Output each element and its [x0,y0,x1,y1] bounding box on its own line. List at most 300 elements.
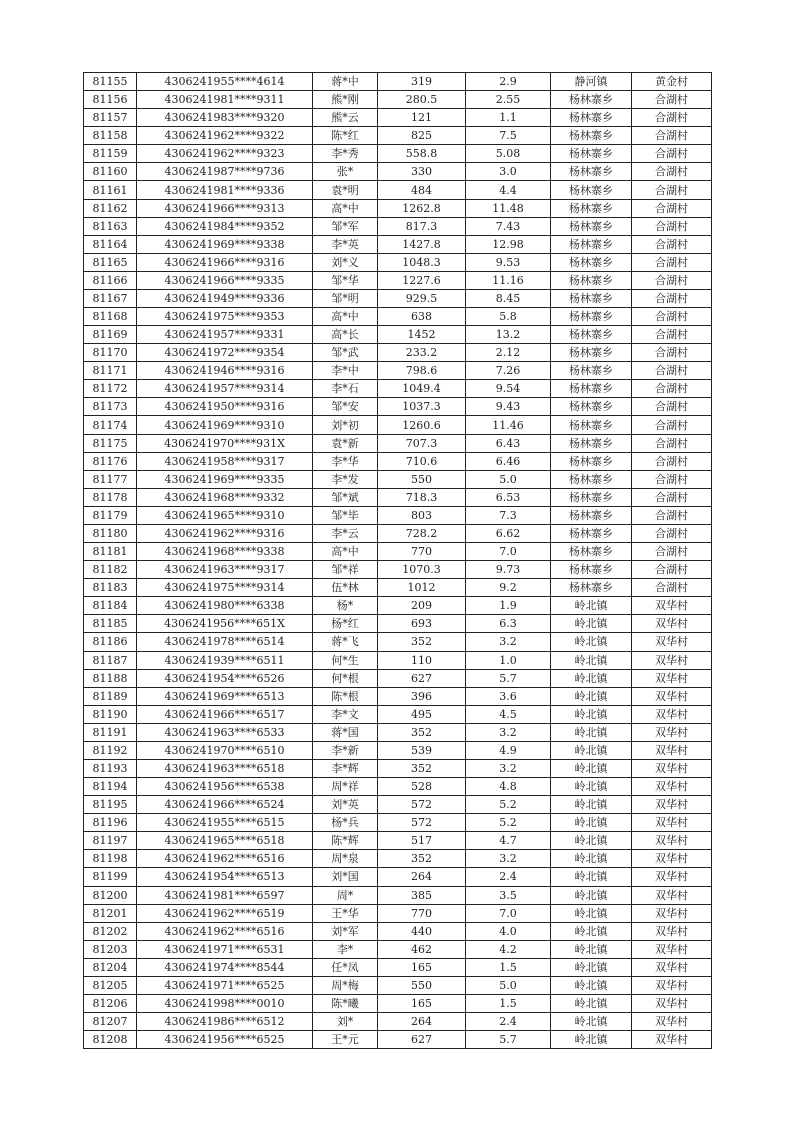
village-cell: 双华村 [632,886,712,904]
table-row [84,579,712,597]
village-cell: 双华村 [632,832,712,850]
table-row [84,109,712,127]
row-number-cell: 81173 [84,398,137,416]
row-number-cell: 81191 [84,723,137,741]
township-cell: 杨林寨乡 [551,452,632,470]
value-cell: 7.26 [466,362,551,380]
row-number-cell: 81177 [84,470,137,488]
table-row [84,470,712,488]
id-number-cell: 4306241969****9338 [137,235,313,253]
name-cell: 刘*初 [313,416,378,434]
row-number-cell: 81201 [84,904,137,922]
name-cell: 周*梅 [313,976,378,994]
amount-cell: 319 [378,73,466,91]
amount-cell: 572 [378,814,466,832]
row-number-cell: 81202 [84,922,137,940]
table-row [84,922,712,940]
value-cell: 5.0 [466,976,551,994]
value-cell: 5.2 [466,796,551,814]
id-number-cell: 4306241956****6525 [137,1031,313,1049]
value-cell: 9.53 [466,253,551,271]
name-cell: 杨*红 [313,615,378,633]
village-cell: 合湖村 [632,199,712,217]
row-number-cell: 81160 [84,163,137,181]
name-cell: 邹*祥 [313,561,378,579]
name-cell: 熊*云 [313,109,378,127]
table-row [84,958,712,976]
township-cell: 杨林寨乡 [551,398,632,416]
table-row [84,289,712,307]
id-number-cell: 4306241957****9314 [137,380,313,398]
table-row [84,127,712,145]
name-cell: 高*中 [313,199,378,217]
name-cell: 蒋*国 [313,723,378,741]
table-row [84,163,712,181]
village-cell: 合湖村 [632,380,712,398]
table-row [84,91,712,109]
row-number-cell: 81190 [84,705,137,723]
value-cell: 6.53 [466,488,551,506]
id-number-cell: 4306241955****4614 [137,73,313,91]
value-cell: 3.2 [466,723,551,741]
amount-cell: 1260.6 [378,416,466,434]
row-number-cell: 81157 [84,109,137,127]
value-cell: 5.8 [466,308,551,326]
row-number-cell: 81167 [84,289,137,307]
value-cell: 3.2 [466,633,551,651]
row-number-cell: 81166 [84,271,137,289]
township-cell: 杨林寨乡 [551,416,632,434]
table-row [84,814,712,832]
name-cell: 李*华 [313,452,378,470]
id-number-cell: 4306241968****9332 [137,488,313,506]
id-number-cell: 4306241975****9353 [137,308,313,326]
row-number-cell: 81155 [84,73,137,91]
table-row [84,308,712,326]
table-row [84,326,712,344]
row-number-cell: 81163 [84,217,137,235]
row-number-cell: 81165 [84,253,137,271]
village-cell: 双华村 [632,904,712,922]
amount-cell: 209 [378,597,466,615]
row-number-cell: 81180 [84,524,137,542]
township-cell: 岭北镇 [551,1013,632,1031]
id-number-cell: 4306241998****0010 [137,994,313,1012]
village-cell: 合湖村 [632,217,712,235]
township-cell: 岭北镇 [551,850,632,868]
value-cell: 4.7 [466,832,551,850]
table-row [84,434,712,452]
name-cell: 周*泉 [313,850,378,868]
township-cell: 岭北镇 [551,633,632,651]
amount-cell: 528 [378,778,466,796]
village-cell: 合湖村 [632,127,712,145]
name-cell: 周* [313,886,378,904]
data-table [83,72,712,1049]
row-number-cell: 81185 [84,615,137,633]
name-cell: 陈*红 [313,127,378,145]
amount-cell: 352 [378,850,466,868]
township-cell: 岭北镇 [551,796,632,814]
name-cell: 李*新 [313,741,378,759]
row-number-cell: 81187 [84,651,137,669]
row-number-cell: 81199 [84,868,137,886]
amount-cell: 121 [378,109,466,127]
row-number-cell: 81158 [84,127,137,145]
village-cell: 合湖村 [632,488,712,506]
name-cell: 李*中 [313,362,378,380]
row-number-cell: 81189 [84,687,137,705]
row-number-cell: 81176 [84,452,137,470]
value-cell: 3.0 [466,163,551,181]
row-number-cell: 81188 [84,669,137,687]
village-cell: 合湖村 [632,163,712,181]
name-cell: 陈*辉 [313,832,378,850]
amount-cell: 264 [378,868,466,886]
name-cell: 王*元 [313,1031,378,1049]
id-number-cell: 4306241972****9354 [137,344,313,362]
value-cell: 4.2 [466,940,551,958]
amount-cell: 817.3 [378,217,466,235]
value-cell: 5.7 [466,669,551,687]
id-number-cell: 4306241987****9736 [137,163,313,181]
table-row [84,524,712,542]
name-cell: 李*发 [313,470,378,488]
amount-cell: 627 [378,669,466,687]
amount-cell: 693 [378,615,466,633]
township-cell: 杨林寨乡 [551,308,632,326]
id-number-cell: 4306241962****6516 [137,850,313,868]
name-cell: 邹*毕 [313,506,378,524]
row-number-cell: 81162 [84,199,137,217]
id-number-cell: 4306241969****9335 [137,470,313,488]
id-number-cell: 4306241971****6531 [137,940,313,958]
township-cell: 杨林寨乡 [551,434,632,452]
value-cell: 6.62 [466,524,551,542]
name-cell: 刘*国 [313,868,378,886]
row-number-cell: 81159 [84,145,137,163]
table-row [84,796,712,814]
name-cell: 蒋*飞 [313,633,378,651]
township-cell: 杨林寨乡 [551,91,632,109]
amount-cell: 396 [378,687,466,705]
township-cell: 杨林寨乡 [551,506,632,524]
amount-cell: 352 [378,759,466,777]
township-cell: 杨林寨乡 [551,127,632,145]
name-cell: 李*文 [313,705,378,723]
amount-cell: 798.6 [378,362,466,380]
amount-cell: 1037.3 [378,398,466,416]
township-cell: 杨林寨乡 [551,235,632,253]
amount-cell: 484 [378,181,466,199]
village-cell: 双华村 [632,976,712,994]
name-cell: 李*秀 [313,145,378,163]
table-row [84,217,712,235]
value-cell: 7.3 [466,506,551,524]
value-cell: 7.43 [466,217,551,235]
amount-cell: 825 [378,127,466,145]
village-cell: 合湖村 [632,398,712,416]
row-number-cell: 81184 [84,597,137,615]
row-number-cell: 81172 [84,380,137,398]
township-cell: 杨林寨乡 [551,380,632,398]
village-cell: 合湖村 [632,561,712,579]
village-cell: 合湖村 [632,235,712,253]
village-cell: 合湖村 [632,181,712,199]
amount-cell: 264 [378,1013,466,1031]
township-cell: 杨林寨乡 [551,470,632,488]
id-number-cell: 4306241984****9352 [137,217,313,235]
table-row [84,994,712,1012]
table-row [84,597,712,615]
village-cell: 双华村 [632,868,712,886]
table-row [84,615,712,633]
village-cell: 双华村 [632,1013,712,1031]
amount-cell: 280.5 [378,91,466,109]
township-cell: 岭北镇 [551,723,632,741]
value-cell: 7.5 [466,127,551,145]
amount-cell: 110 [378,651,466,669]
name-cell: 李* [313,940,378,958]
township-cell: 岭北镇 [551,778,632,796]
row-number-cell: 81196 [84,814,137,832]
name-cell: 何*根 [313,669,378,687]
amount-cell: 929.5 [378,289,466,307]
table-row [84,235,712,253]
row-number-cell: 81178 [84,488,137,506]
value-cell: 2.9 [466,73,551,91]
table-row [84,253,712,271]
value-cell: 1.5 [466,994,551,1012]
value-cell: 7.0 [466,543,551,561]
township-cell: 岭北镇 [551,994,632,1012]
table-row [84,271,712,289]
value-cell: 3.2 [466,759,551,777]
village-cell: 双华村 [632,958,712,976]
id-number-cell: 4306241946****9316 [137,362,313,380]
township-cell: 岭北镇 [551,741,632,759]
id-number-cell: 4306241950****9316 [137,398,313,416]
row-number-cell: 81174 [84,416,137,434]
name-cell: 邹*华 [313,271,378,289]
id-number-cell: 4306241981****6597 [137,886,313,904]
amount-cell: 165 [378,958,466,976]
amount-cell: 539 [378,741,466,759]
row-number-cell: 81169 [84,326,137,344]
id-number-cell: 4306241966****9313 [137,199,313,217]
amount-cell: 495 [378,705,466,723]
row-number-cell: 81170 [84,344,137,362]
table-row [84,832,712,850]
name-cell: 李*辉 [313,759,378,777]
township-cell: 岭北镇 [551,705,632,723]
id-number-cell: 4306241986****6512 [137,1013,313,1031]
township-cell: 岭北镇 [551,940,632,958]
id-number-cell: 4306241966****9335 [137,271,313,289]
amount-cell: 728.2 [378,524,466,542]
table-row [84,344,712,362]
row-number-cell: 81179 [84,506,137,524]
row-number-cell: 81181 [84,543,137,561]
id-number-cell: 4306241962****6516 [137,922,313,940]
village-cell: 合湖村 [632,470,712,488]
value-cell: 9.43 [466,398,551,416]
id-number-cell: 4306241968****9338 [137,543,313,561]
value-cell: 12.98 [466,235,551,253]
amount-cell: 550 [378,976,466,994]
name-cell: 刘*军 [313,922,378,940]
id-number-cell: 4306241970****6510 [137,741,313,759]
amount-cell: 770 [378,543,466,561]
value-cell: 4.5 [466,705,551,723]
value-cell: 4.8 [466,778,551,796]
amount-cell: 718.3 [378,488,466,506]
village-cell: 合湖村 [632,145,712,163]
table-row [84,705,712,723]
amount-cell: 1227.6 [378,271,466,289]
row-number-cell: 81171 [84,362,137,380]
id-number-cell: 4306241965****9310 [137,506,313,524]
village-cell: 双华村 [632,597,712,615]
table-body [84,73,712,1049]
table-row [84,850,712,868]
name-cell: 张* [313,163,378,181]
table-row [84,199,712,217]
row-number-cell: 81203 [84,940,137,958]
id-number-cell: 4306241962****9316 [137,524,313,542]
village-cell: 合湖村 [632,271,712,289]
value-cell: 6.46 [466,452,551,470]
name-cell: 李*云 [313,524,378,542]
amount-cell: 330 [378,163,466,181]
id-number-cell: 4306241966****6517 [137,705,313,723]
township-cell: 岭北镇 [551,651,632,669]
id-number-cell: 4306241969****9310 [137,416,313,434]
value-cell: 5.0 [466,470,551,488]
village-cell: 合湖村 [632,579,712,597]
amount-cell: 1070.3 [378,561,466,579]
row-number-cell: 81192 [84,741,137,759]
amount-cell: 440 [378,922,466,940]
table-row [84,976,712,994]
row-number-cell: 81186 [84,633,137,651]
table-row [84,741,712,759]
row-number-cell: 81204 [84,958,137,976]
name-cell: 邹*斌 [313,488,378,506]
table-row [84,669,712,687]
name-cell: 熊*刚 [313,91,378,109]
township-cell: 杨林寨乡 [551,271,632,289]
township-cell: 杨林寨乡 [551,253,632,271]
village-cell: 合湖村 [632,452,712,470]
row-number-cell: 81200 [84,886,137,904]
township-cell: 杨林寨乡 [551,217,632,235]
township-cell: 岭北镇 [551,868,632,886]
village-cell: 合湖村 [632,326,712,344]
name-cell: 刘* [313,1013,378,1031]
row-number-cell: 81198 [84,850,137,868]
id-number-cell: 4306241963****9317 [137,561,313,579]
row-number-cell: 81164 [84,235,137,253]
township-cell: 岭北镇 [551,615,632,633]
amount-cell: 517 [378,832,466,850]
township-cell: 岭北镇 [551,886,632,904]
table-row [84,181,712,199]
township-cell: 岭北镇 [551,597,632,615]
id-number-cell: 4306241978****6514 [137,633,313,651]
village-cell: 双华村 [632,1031,712,1049]
amount-cell: 352 [378,723,466,741]
name-cell: 刘*英 [313,796,378,814]
table-row [84,633,712,651]
village-cell: 双华村 [632,633,712,651]
township-cell: 杨林寨乡 [551,362,632,380]
township-cell: 杨林寨乡 [551,289,632,307]
name-cell: 高*中 [313,543,378,561]
name-cell: 邹*军 [313,217,378,235]
village-cell: 双华村 [632,741,712,759]
value-cell: 1.9 [466,597,551,615]
village-cell: 双华村 [632,651,712,669]
name-cell: 邹*武 [313,344,378,362]
id-number-cell: 4306241963****6533 [137,723,313,741]
village-cell: 双华村 [632,759,712,777]
township-cell: 杨林寨乡 [551,344,632,362]
value-cell: 7.0 [466,904,551,922]
village-cell: 合湖村 [632,543,712,561]
table-row [84,398,712,416]
row-number-cell: 81197 [84,832,137,850]
township-cell: 岭北镇 [551,976,632,994]
amount-cell: 627 [378,1031,466,1049]
id-number-cell: 4306241981****9311 [137,91,313,109]
township-cell: 杨林寨乡 [551,181,632,199]
village-cell: 双华村 [632,669,712,687]
village-cell: 双华村 [632,922,712,940]
township-cell: 岭北镇 [551,922,632,940]
township-cell: 杨林寨乡 [551,543,632,561]
row-number-cell: 81194 [84,778,137,796]
amount-cell: 1452 [378,326,466,344]
table-row [84,1013,712,1031]
name-cell: 陈*根 [313,687,378,705]
name-cell: 邹*明 [313,289,378,307]
amount-cell: 572 [378,796,466,814]
amount-cell: 233.2 [378,344,466,362]
id-number-cell: 4306241974****8544 [137,958,313,976]
value-cell: 1.1 [466,109,551,127]
township-cell: 岭北镇 [551,904,632,922]
name-cell: 周*祥 [313,778,378,796]
id-number-cell: 4306241962****9322 [137,127,313,145]
row-number-cell: 81168 [84,308,137,326]
amount-cell: 1012 [378,579,466,597]
id-number-cell: 4306241963****6518 [137,759,313,777]
village-cell: 合湖村 [632,253,712,271]
id-number-cell: 4306241949****9336 [137,289,313,307]
amount-cell: 550 [378,470,466,488]
village-cell: 合湖村 [632,416,712,434]
name-cell: 陈*曦 [313,994,378,1012]
value-cell: 9.73 [466,561,551,579]
amount-cell: 165 [378,994,466,1012]
id-number-cell: 4306241958****9317 [137,452,313,470]
table-row [84,723,712,741]
village-cell: 双华村 [632,814,712,832]
id-number-cell: 4306241966****9316 [137,253,313,271]
table-row [84,651,712,669]
name-cell: 王*华 [313,904,378,922]
